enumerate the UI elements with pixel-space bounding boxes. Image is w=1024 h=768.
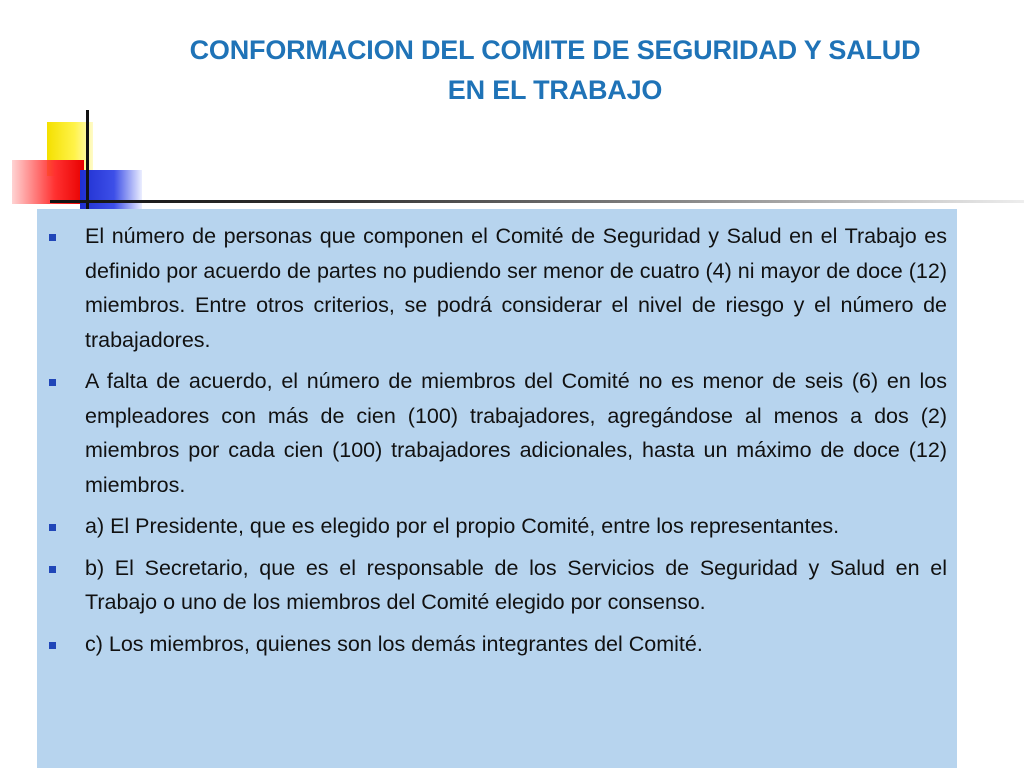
bullet-item: [37, 551, 957, 620]
square-bullet-icon: [49, 234, 56, 241]
slide-title-line-1: CONFORMACION DEL COMITE DE SEGURIDAD Y SALUD: [189, 35, 921, 65]
square-bullet-icon: [49, 524, 56, 531]
square-bullet-icon: [49, 379, 56, 386]
bullet-text: a) El Presidente, que es elegido por el propio Comité, entre los representantes.: [85, 514, 840, 538]
decor-red-square: [12, 160, 84, 204]
bullet-text: A falta de acuerdo, el número de miembros del Comité no es menor de seis (6) en los empleadores con más de cien (100) trabajadores, agregándose al menos a dos (2) miembros por cada cien (100) trabajadores adicionales, hasta un máximo de doce (12) miembros.: [85, 369, 947, 497]
slide-title-line-2: EN EL TRABAJO: [447, 75, 663, 105]
bullet-text: c) Los miembros, quienes son los demás integrantes del Comité.: [85, 631, 703, 656]
bullet-item: [37, 364, 957, 502]
content-panel: [37, 209, 957, 768]
bullet-item: [37, 627, 957, 662]
bullet-text: b) El Secretario, que es el responsable de los Servicios de Seguridad y Salud en el Trabajo o uno de los miembros del Comité elegido por consenso.: [85, 555, 947, 614]
bullet-item: [37, 219, 957, 357]
decor-horizontal-line: [50, 200, 1024, 203]
square-bullet-icon: [49, 642, 56, 649]
bullet-text: El número de personas que componen el Comité de Seguridad y Salud en el Trabajo es definido por acuerdo de partes no pudiendo ser menor de cuatro (4) ni mayor de doce (12) miembros. Entre otros criterios, se podrá considerar el nivel de riesgo y el número de trabajadores.: [85, 224, 947, 352]
decor-vertical-line: [86, 110, 89, 222]
square-bullet-icon: [49, 566, 56, 573]
bullet-item: [37, 509, 957, 544]
bullet-list: [37, 219, 957, 668]
slide-title: [140, 30, 970, 110]
